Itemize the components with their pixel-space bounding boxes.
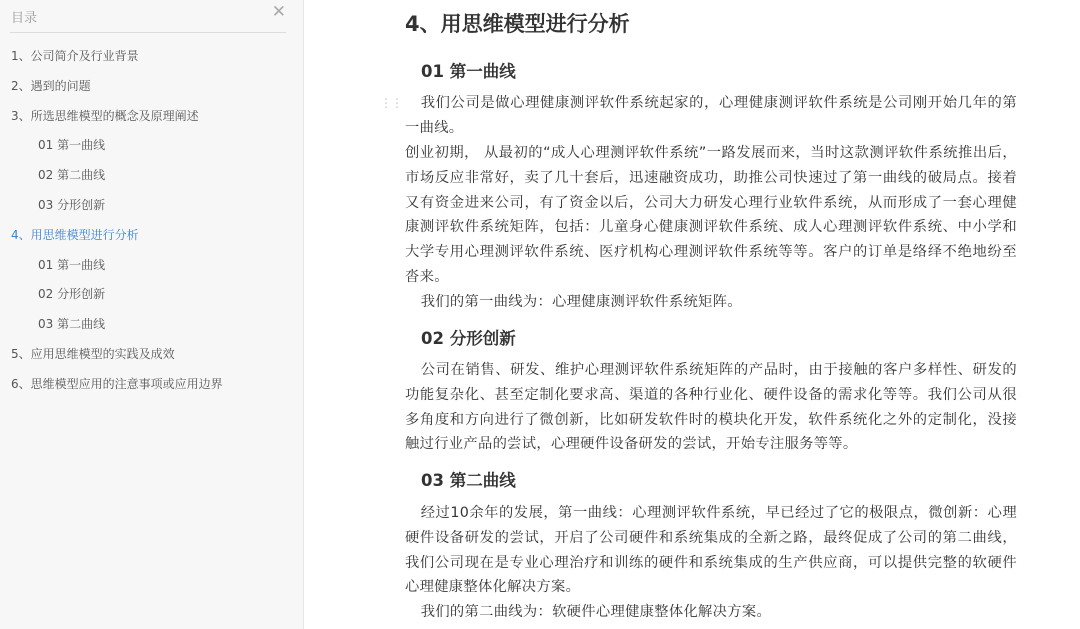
- toc-sidebar: [0, 0, 304, 629]
- toc-title: 目录: [11, 11, 38, 26]
- toc-subitem[interactable]: 01 第一曲线: [38, 257, 106, 272]
- paragraph: 我们公司是做心理健康测评软件系统起家的，心理健康测评软件系统是公司刚开始几年的第一曲线。: [405, 95, 1017, 136]
- section-heading: 01 第一曲线: [421, 62, 516, 81]
- toc-subitem[interactable]: 02 分形创新: [38, 287, 106, 302]
- paragraph: 公司在销售、研发、维护心理测评软件系统矩阵的产品时，由于接触的客户多样性、研发的功能复杂化、甚至定制化要求高、渠道的各种行业化、硬件设备的需求化等等。我们公司从很多角度和方向进行了微创新，比如研发软件时的模块化开发，软件系统化之外的定制化，没接触过行业产品的尝试，心理硬件设备研发的尝试，开始专注服务等等。: [405, 362, 1017, 453]
- close-icon[interactable]: ✕: [271, 2, 286, 22]
- section-heading: 03 第二曲线: [421, 471, 516, 490]
- drag-handle-icon[interactable]: ⋮⋮: [380, 96, 402, 110]
- article-title: 4、用思维模型进行分析: [405, 12, 630, 36]
- paragraph: 我们的第二曲线为：软硬件心理健康整体化解决方案。: [420, 604, 772, 620]
- toc-item[interactable]: 3、所选思维模型的概念及原理阐述: [11, 108, 199, 123]
- toc-subitem[interactable]: 01 第一曲线: [38, 138, 106, 153]
- toc-item[interactable]: 6、思维模型应用的注意事项或应用边界: [11, 376, 223, 391]
- toc-list: [0, 42, 304, 400]
- section-heading: 02 分形创新: [421, 329, 516, 348]
- toc-item-active[interactable]: 4、用思维模型进行分析: [11, 227, 139, 242]
- toc-item[interactable]: 1、公司简介及行业背景: [11, 49, 139, 63]
- paragraph: 创业初期， 从最初的“成人心理测评软件系统”一路发展而来，当时这款测评软件系统推出后，市场反应非常好，卖了几十套后，迅速融资成功，助推公司快速过了第一曲线的破局点。接着又有资金进来公司，有了资金以后，公司大力研发心理行业软件系统，从而形成了一套心理健康测评软件系统矩阵，包括：儿童身心健康测评软件系统、成人心理测评软件系统、中小学和大学专用心理测评软件系统、医疗机构心理测评软件系统等等。客户的订单是络绎不绝地纷至沓来。: [405, 145, 1017, 285]
- paragraph: 经过10余年的发展，第一曲线：心理测评软件系统，早已经过了它的极限点，微创新：心理硬件设备研发的尝试，开启了公司硬件和系统集成的全新之路，最终促成了公司的第二曲线，我们公司现在是专业心理治疗和训练的硬件和系统集成的生产供应商，可以提供完整的软硬件心理健康整体化解决方案。: [405, 505, 1017, 596]
- toc-header: [10, 0, 286, 33]
- toc-subitem[interactable]: 03 分形创新: [38, 197, 106, 212]
- toc-subitem[interactable]: 02 第二曲线: [38, 168, 106, 183]
- toc-item[interactable]: 5、应用思维模型的实践及成效: [11, 346, 175, 361]
- paragraph: 我们的第一曲线为：心理健康测评软件系统矩阵。: [420, 294, 742, 310]
- toc-item[interactable]: 2、遇到的问题: [11, 78, 91, 93]
- toc-subitem[interactable]: 03 第二曲线: [38, 317, 106, 332]
